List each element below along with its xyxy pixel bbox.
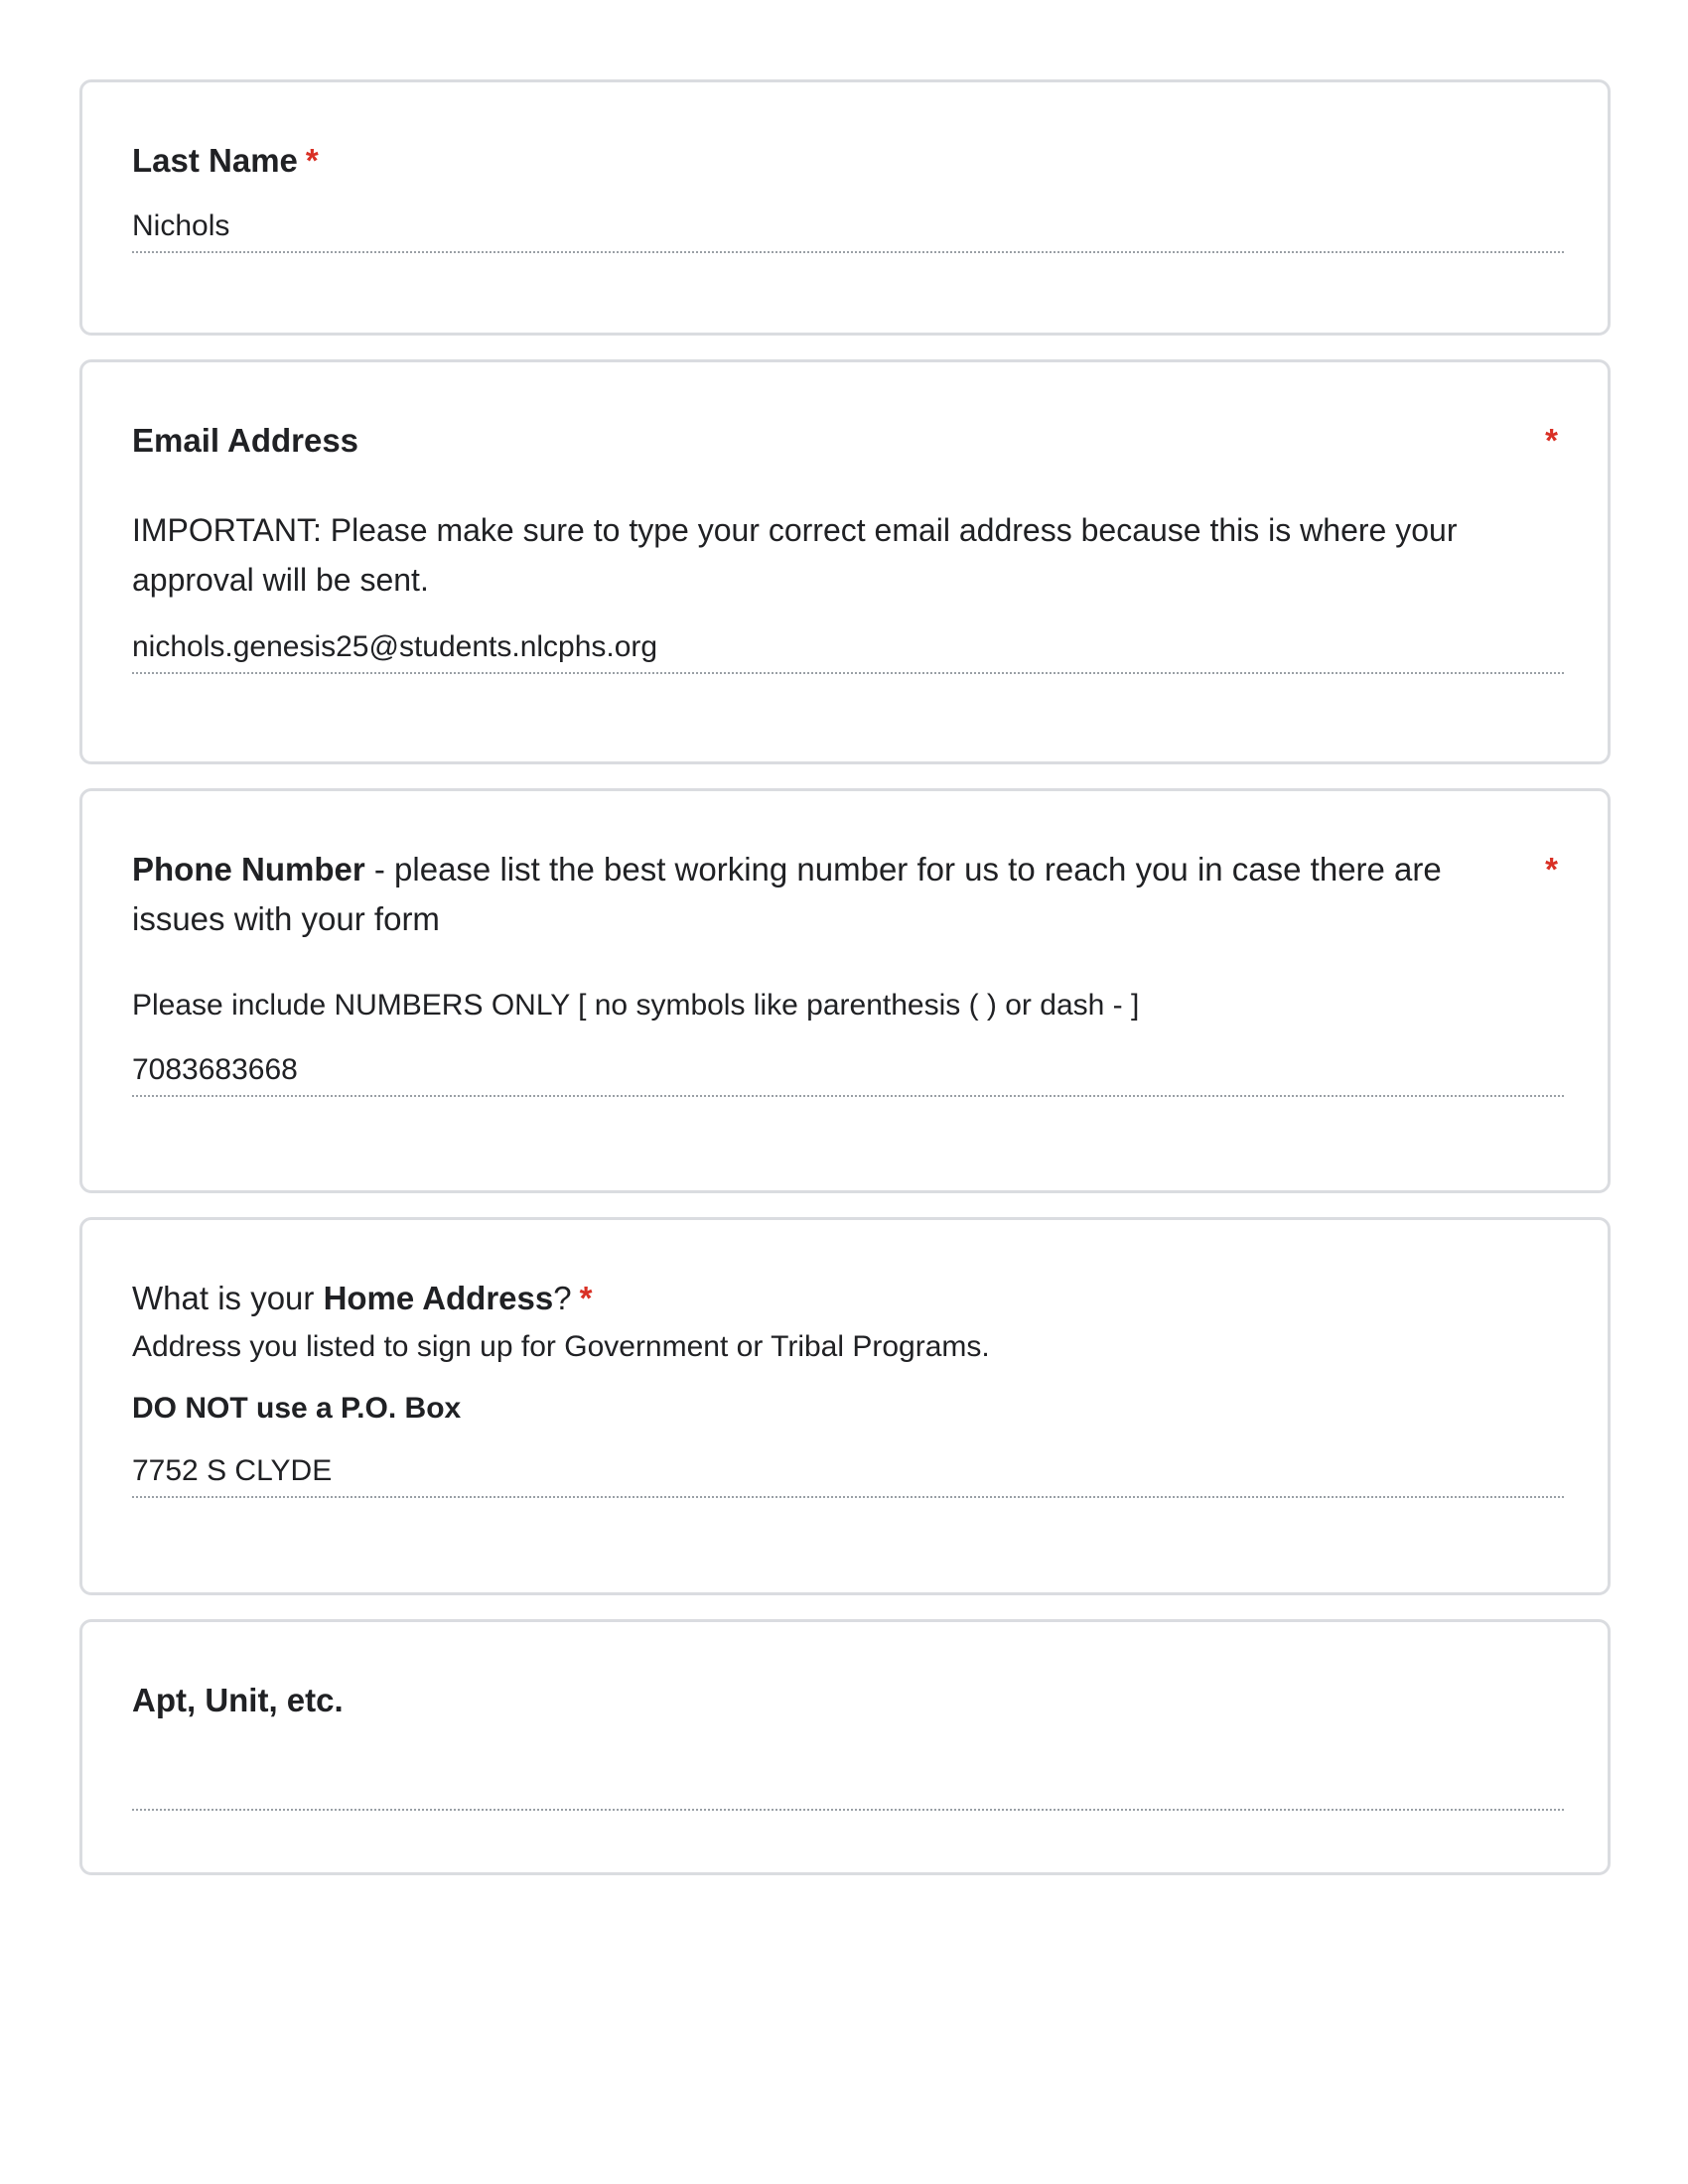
email-question-header (132, 416, 1558, 466)
email-label: Email Address (132, 422, 359, 459)
email-answer[interactable]: nichols.genesis25@students.nlcphs.org (132, 628, 1564, 674)
phone-answer[interactable]: 7083683668 (132, 1051, 1564, 1097)
home-address-help-text: Address you listed to sign up for Government or Tribal Programs. (132, 1330, 990, 1363)
required-asterisk: * (1545, 422, 1558, 459)
phone-question-header (132, 845, 1558, 944)
home-address-label-prefix: What is your (132, 1280, 324, 1316)
phone-question-card (79, 788, 1611, 1193)
apt-question-title (132, 1676, 344, 1725)
last-name-question-header (132, 136, 1558, 186)
phone-help-text: Please include NUMBERS ONLY [ no symbols like parenthesis ( ) or dash - ] (132, 989, 1140, 1022)
email-description: IMPORTANT: Please make sure to type your correct email address because this is where your approval will be sent. (132, 512, 1458, 598)
apt-label: Apt, Unit, etc. (132, 1682, 344, 1718)
phone-label-rest: - please list the best working number for us to reach you in case there are issues with your form (132, 851, 1442, 937)
required-asterisk: * (579, 1280, 593, 1316)
home-address-po-box-warning: DO NOT use a P.O. Box (132, 1392, 462, 1425)
home-address-question-card (79, 1217, 1611, 1595)
last-name-answer[interactable]: Nichols (132, 207, 1564, 253)
last-name-label: Last Name (132, 142, 298, 179)
phone-label-bold: Phone Number (132, 851, 365, 887)
email-question-card (79, 359, 1611, 764)
home-address-answer[interactable]: 7752 S CLYDE (132, 1452, 1564, 1498)
home-address-question-title (132, 1274, 592, 1323)
form-page (79, 79, 1611, 1899)
last-name-question-card (79, 79, 1611, 336)
email-question-title (132, 416, 358, 466)
apt-question-header (132, 1676, 1558, 1725)
home-address-label-suffix: ? (553, 1280, 572, 1316)
phone-question-title (132, 845, 1505, 944)
last-name-question-title (132, 136, 319, 186)
home-address-label-bold: Home Address (323, 1280, 554, 1316)
home-address-question-header (132, 1274, 1558, 1323)
required-asterisk: * (305, 142, 319, 179)
required-asterisk: * (1545, 851, 1558, 887)
apt-answer[interactable] (132, 1765, 1564, 1811)
apt-question-card (79, 1619, 1611, 1875)
